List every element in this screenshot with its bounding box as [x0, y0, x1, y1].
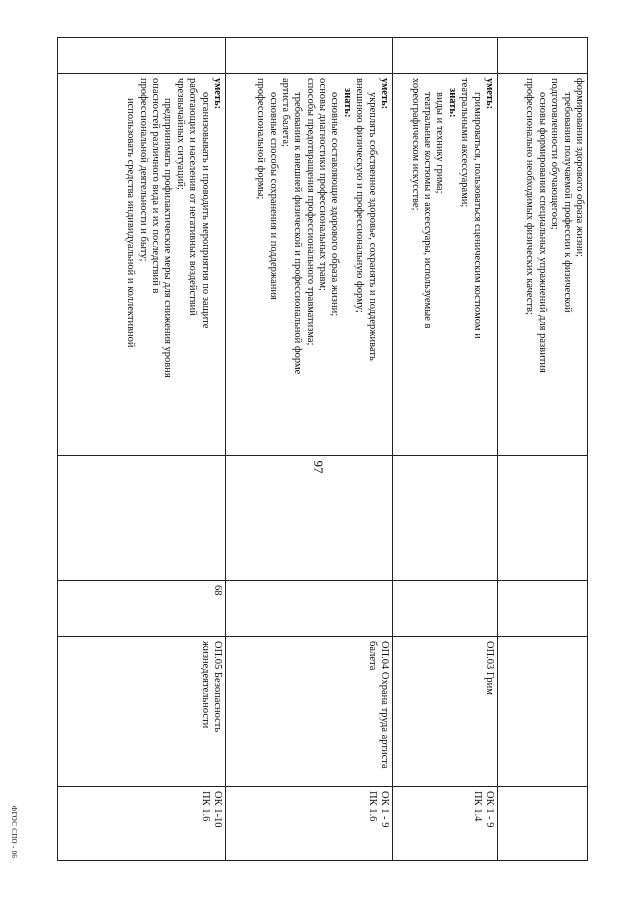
table-row: [498, 38, 588, 861]
requirement-line: организовывать и проводить мероприятия по защите: [199, 92, 211, 329]
requirement-line: предпринимать профилактические меры для снижения уровня: [162, 98, 174, 378]
requirement-line: виды и технику грима;: [434, 92, 446, 194]
requirement-line: способы предотвращения профессионального травматизма;: [304, 78, 316, 346]
table-row: [226, 38, 393, 861]
requirement-heading: уметь:: [379, 78, 390, 110]
competency-table-frame: [78, 37, 588, 860]
requirement-line: требования к внешней физической и профессиональной форме: [292, 92, 304, 375]
page-number: 97: [311, 460, 326, 474]
requirement-line: артиста балета;: [280, 78, 291, 147]
requirement-line: основы формирования специальных упражнений для развития: [536, 92, 548, 373]
requirement-heading: знать:: [341, 88, 353, 118]
footer-document-code: ФГОС СПО - 06: [10, 805, 18, 859]
requirement-line: укреплять собственное здоровье, сохранять и поддерживать: [366, 92, 378, 361]
requirement-line: профессиональной формы;: [255, 78, 267, 200]
requirement-heading: уметь:: [484, 78, 495, 110]
table-cell-discipline: [498, 637, 588, 787]
requirement-line: театральные костюмы и аксессуары, используемые в: [422, 92, 434, 329]
requirement-line: основные составляющие здорового образа жизни;: [329, 92, 341, 317]
table-cell-index: [498, 38, 588, 74]
requirement-line: внешнюю физическую и профессиональную форму;: [354, 78, 366, 313]
requirement-line: профессионально необходимых физических качеств;: [524, 78, 536, 315]
requirement-line: хореографическом искусстве;: [409, 78, 421, 211]
table-cell-hours: [498, 581, 588, 637]
table-cell-requirements: [58, 74, 226, 456]
table-cell-competencies: ОК 1 - 9 ПК 1.6: [226, 787, 393, 861]
table-cell-index: [226, 38, 393, 74]
rotated-table-container: [78, 37, 588, 860]
table-cell-index: [393, 38, 498, 74]
table-cell-hours: [393, 581, 498, 637]
requirement-line: гримироваться, пользоваться сценическим костюмом и: [471, 92, 483, 339]
table-cell-discipline: ОП.05 Безопасность жизнедеятельности: [58, 637, 226, 787]
table-cell-requirements: [498, 74, 588, 456]
table-row: [393, 38, 498, 861]
requirement-line: использовать средства индивидуальной и коллективной: [125, 98, 137, 348]
requirement-line: требования получаемой профессии к физической: [561, 92, 573, 313]
table-cell-index: [58, 38, 226, 74]
requirement-line: работающих и населения от негативных воздействий: [187, 78, 199, 316]
table-cell-max-load: [226, 456, 393, 581]
table-cell-discipline: ОП.04 Охрана труда артиста балета: [226, 637, 393, 787]
table-cell-discipline: ОП.03 Грим: [393, 637, 498, 787]
requirement-line: основы диагностики профессиональных травм;: [317, 78, 329, 291]
requirement-line: опасностей различного вида и их последствий в: [150, 78, 162, 294]
table-cell-requirements: [226, 74, 393, 456]
table-cell-competencies: ОК 1 - 9 ПК 1.4: [393, 787, 498, 861]
table-cell-competencies: ОК 1-10 ПК 1.6: [58, 787, 226, 861]
table-cell-hours: 68: [58, 581, 226, 637]
requirement-line: подготовленности обучающегося;: [549, 78, 561, 230]
requirement-line: театральными аксессуарами;: [459, 78, 471, 208]
requirement-heading: уметь:: [212, 78, 223, 110]
requirement-line: профессиональной деятельности и быту;: [137, 78, 149, 262]
requirement-line: формировании здорового образа жизни;: [574, 78, 585, 258]
table-cell-competencies: [498, 787, 588, 861]
competency-table: [57, 37, 588, 861]
table-cell-requirements: [393, 74, 498, 456]
table-row: [58, 38, 226, 861]
table-cell-max-load: [498, 456, 588, 581]
requirement-heading: знать:: [446, 88, 458, 118]
table-cell-max-load: [58, 456, 226, 581]
requirement-line: чрезвычайных ситуаций;: [174, 78, 186, 190]
table-cell-max-load: [393, 456, 498, 581]
table-cell-hours: [226, 581, 393, 637]
requirement-line: основные способы сохранения и поддержания: [267, 92, 279, 300]
